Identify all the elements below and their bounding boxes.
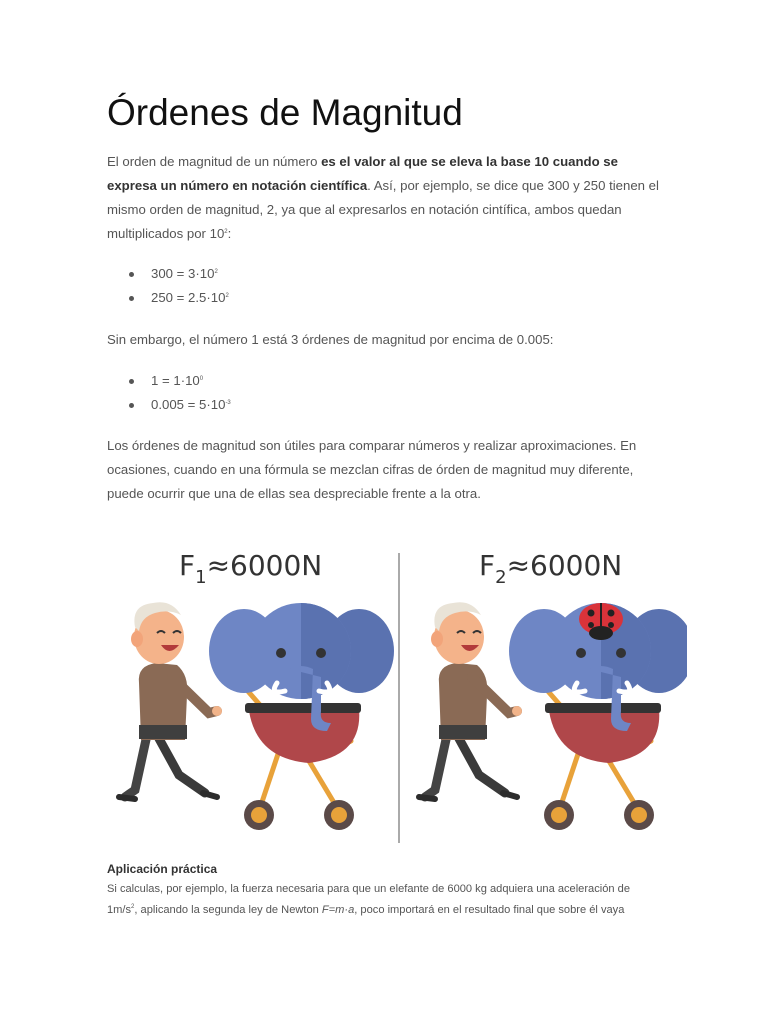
- force-comparison-illustration: [107, 535, 687, 850]
- right-force-label: $F_2\approx 6000N$: [479, 549, 623, 588]
- list-item: $1 = 1\cdot 10^0$: [107, 369, 231, 393]
- newton-formula: F=m·a: [321, 904, 355, 916]
- list-item: $250 = 2.5\cdot 10^2$: [107, 286, 229, 310]
- application-paragraph: Si calculas, por ejemplo, la fuerza necesaria para que un elefante de 6000 kg adquiera una aceleración de $1m/s^2$, aplicando la segunda ley de Newton F=m·a, poco importará en el resultado final que sobre él vaya: [107, 883, 630, 916]
- right-scene: [419, 602, 687, 830]
- list-item: $300 = 3\cdot 10^2$: [107, 262, 229, 286]
- bullet-icon: [129, 379, 134, 384]
- left-scene: [119, 602, 394, 830]
- section-heading: Aplicación práctica: [107, 862, 218, 876]
- bullet-icon: [129, 403, 134, 408]
- illustration-svg: [107, 535, 687, 850]
- comparison-paragraph: Sin embargo, el número 1 está 3 órdenes de magnitud por encima de 0.005:: [107, 332, 554, 347]
- intro-bold-definition: es el valor al que se eleva la base 10 cuando se expresa un número en notación científica: [107, 154, 618, 193]
- bullet-icon: [129, 272, 134, 277]
- page-title: Órdenes de Magnitud: [107, 92, 463, 133]
- bullet-icon: [129, 296, 134, 301]
- usefulness-paragraph: Los órdenes de magnitud son útiles para comparar números y realizar aproximaciones. En ocasiones, cuando en una fórmula se mezclan cifras de órden de magnitud muy diferente, puede ocurrir que una de ellas sea despreciable frente a la otra.: [107, 438, 637, 501]
- intro-paragraph: El orden de magnitud de un número es el valor al que se eleva la base 10 cuando se expresa un número en notación científica. Así, por ejemplo, se dice que 300 y 250 tienen el mismo orden de magnitud, 2, ya que al expresarlos en notación cintífica, ambos quedan multiplicados por $10^2$:: [107, 154, 659, 241]
- elephant-stroller-icon: [209, 603, 394, 830]
- left-force-label: $F_1\approx 6000N$: [179, 549, 323, 588]
- person-pushing-icon: [119, 602, 222, 799]
- example-list-2: [107, 369, 231, 417]
- list-item: $0.005 = 5\cdot 10^{-3}$: [107, 393, 231, 417]
- example-list-1: [107, 262, 229, 310]
- person-pushing-icon: [419, 602, 522, 799]
